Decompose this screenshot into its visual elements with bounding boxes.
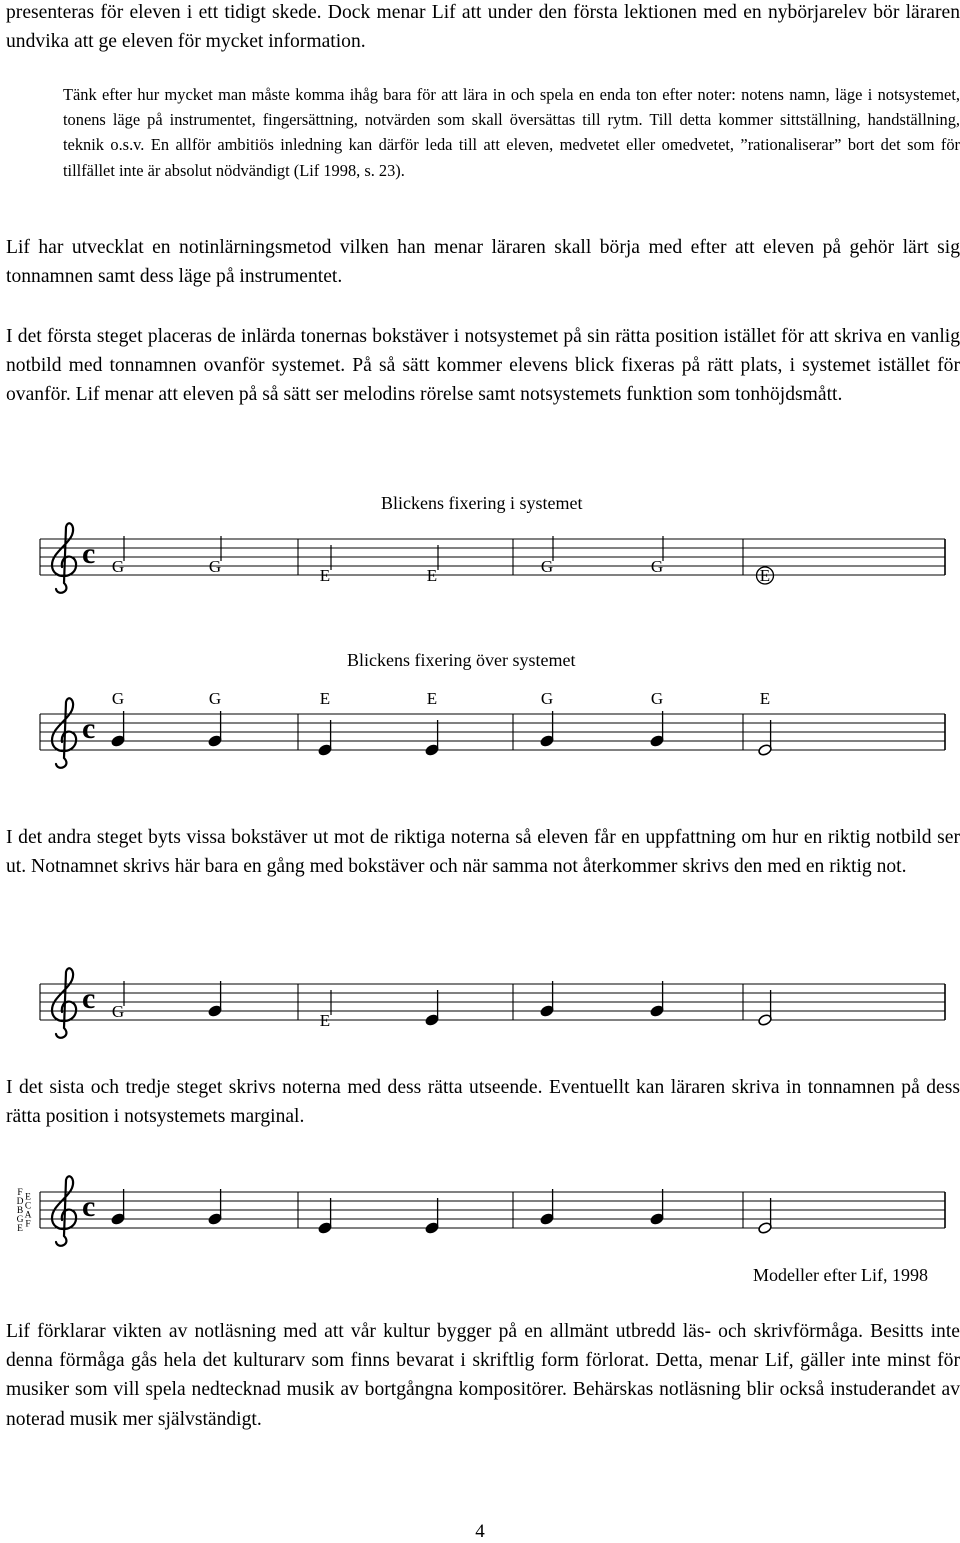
time-signature: c	[82, 712, 96, 745]
note-letter: G	[208, 557, 222, 576]
note-letter: E	[319, 566, 331, 585]
note-name-label: E	[759, 689, 771, 708]
note-name-label: G	[208, 689, 222, 708]
margin-note-name: B	[16, 1206, 24, 1216]
note-name-label: G	[111, 689, 125, 708]
music-example-notation	[0, 1170, 960, 1260]
page-number: 4	[475, 1521, 485, 1542]
paragraph-conclusion: Lif förklarar vikten av notläsning med att vår kultur bygger på en allmänt utbredd läs- och skrivförmåga. Besitts inte denna förmåga gås hela det kulturarv som finns bevarat i skriftlig form förlorat. Detta, menar Lif, gäller inte minst för musiker som vill spela nedtecknad musik av bortgångna kompositörer. Behärskas notläsning blir också instuderandet av noterad musik mer självständigt.	[6, 1321, 960, 1430]
margin-note-name: G	[16, 1215, 24, 1225]
paragraph-intro: presenteras för eleven i ett tidigt skede. Dock menar Lif att under den första lektionen med en nybörjarelev bör läraren undvika att ge eleven för mycket information.	[6, 2, 960, 53]
block-quote: Tänk efter hur mycket man måste komma ihåg bara för att lära in och spela en enda ton efter noter: notens namn, läge i notsystemet, tonens läge på instrumentet, fingersättning, notvärden som skall översättas till rytm. Till detta kommer sittställning, handställning, teknik o.s.v. En allför ambitiös inledning kan därför leda till att eleven, medvetet eller omedvetet, ”rationaliserar” bort det som för tillfället inte är absolut nödvändigt (Lif 1998, s. 23).	[63, 85, 960, 180]
margin-note-name: F	[25, 1219, 31, 1230]
time-signature: c	[82, 537, 96, 570]
note-letter: G	[111, 557, 125, 576]
note-name-label: G	[540, 689, 554, 708]
note-letter: G	[111, 1002, 125, 1021]
treble-clef-icon	[52, 523, 76, 592]
figure-caption: Modeller efter Lif, 1998	[753, 1265, 928, 1285]
margin-note-name: F	[17, 1188, 23, 1198]
figure-title-above-staff: Blickens fixering över systemet	[347, 650, 576, 670]
margin-note-name: D	[16, 1197, 24, 1207]
time-signature: c	[82, 982, 96, 1015]
treble-clef-icon	[52, 1176, 76, 1245]
paragraph-method: Lif har utvecklat en notinlärningsmetod vilken han menar läraren skall börja med efter att eleven på gehör lärt sig tonnamnen samt dess läge på instrumentet.	[6, 237, 960, 288]
paragraph-step-two: I det andra steget byts vissa bokstäver ut mot de riktiga noterna så eleven får en uppfattning om hur en riktig notbild ser ut. Notnamnet skrivs här bara en gång med bokstäver och när samma not återkommer skrivs den med en riktig not.	[6, 827, 960, 878]
note-letter: E	[426, 566, 438, 585]
paragraph-step-one: I det första steget placeras de inlärda tonernas bokstäver i notsystemet på sin rätta position istället för att skriva en vanlig notbild med tonnamnen ovanför systemet. På så sätt kommer elevens blick fixeras på rätt plats, i systemet istället för ovanför. Lif menar att eleven på så sätt ser melodins rörelse samt notsystemets funktion som tonhöjdsmått.	[6, 326, 960, 406]
treble-clef-icon	[52, 698, 76, 767]
time-signature: c	[82, 1190, 96, 1223]
note-letter: G	[650, 557, 664, 576]
note-letter: G	[540, 557, 554, 576]
music-example-mixed	[0, 960, 960, 1050]
margin-note-name: A	[24, 1210, 32, 1221]
paragraph-step-three: I det sista och tredje steget skrivs noterna med dess rätta utseende. Eventuellt kan läraren skriva in tonnamnen på dess rätta position i notsystemets marginal.	[6, 1077, 960, 1128]
margin-note-name: C	[24, 1201, 32, 1212]
figure-title-in-staff: Blickens fixering i systemet	[381, 493, 583, 513]
music-example-letters-in-staff	[0, 505, 960, 615]
note-letter: E	[759, 566, 771, 585]
note-name-label: E	[426, 689, 438, 708]
note-name-label: G	[650, 689, 664, 708]
music-example-letters-above-staff	[0, 680, 960, 790]
margin-note-name: E	[25, 1192, 31, 1203]
treble-clef-icon	[52, 968, 76, 1037]
note-letter: E	[319, 1011, 331, 1030]
note-name-label: E	[319, 689, 331, 708]
margin-note-name: E	[17, 1224, 23, 1234]
